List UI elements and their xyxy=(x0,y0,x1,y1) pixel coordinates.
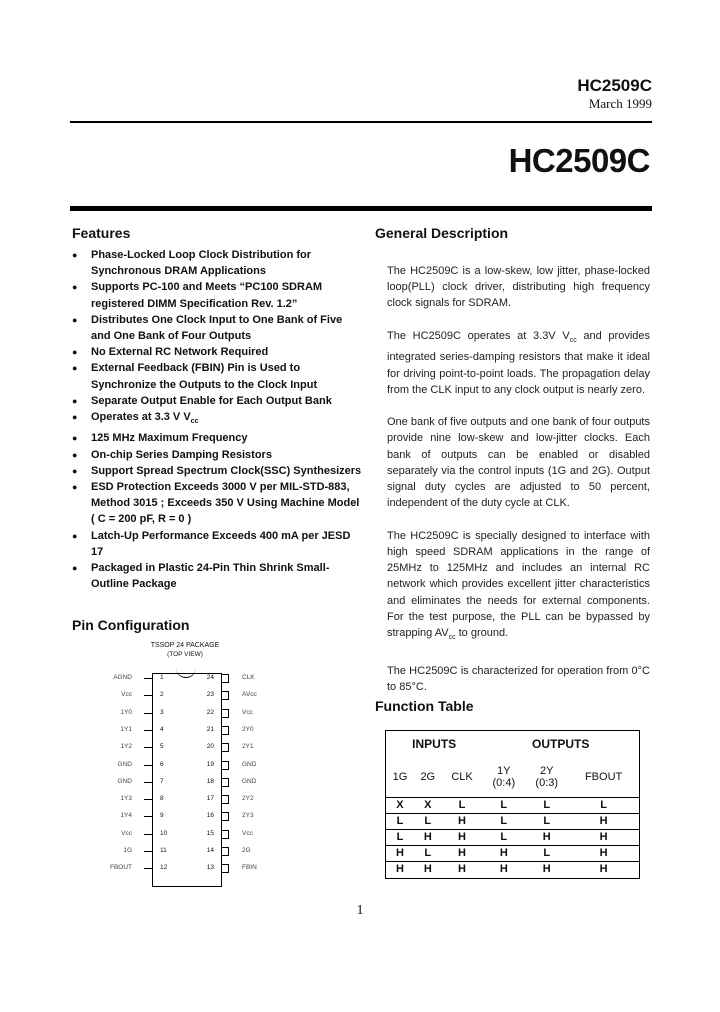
column-header xyxy=(442,757,483,797)
pin-number: 20 xyxy=(206,743,214,751)
table-row xyxy=(386,797,639,813)
package-label: TSSOP 24 PACKAGE xyxy=(150,642,220,649)
pin-name: 1Y0 xyxy=(120,708,132,716)
table-cell: H xyxy=(542,863,551,876)
feature-sub: cc xyxy=(190,418,199,426)
feature-text: Supports PC-100 and Meets “PC100 SDRAM registered DIMM Specification Rev. 1.2” xyxy=(91,281,323,310)
pin-number: 8 xyxy=(160,795,164,803)
table-cell: L xyxy=(482,813,525,829)
pin-name: GND xyxy=(117,777,132,785)
pin-name: AGND xyxy=(113,674,132,681)
column-label: 2G xyxy=(420,770,436,783)
general-para-1: The HC2509C is a low-skew, low jitter, phase-locked loop(PLL) clock driver, distributing high frequency clock signals for SDRAM. xyxy=(387,265,650,310)
pin-number: 2 xyxy=(160,691,164,699)
column-header xyxy=(414,757,442,797)
table-cell: L xyxy=(482,797,525,813)
pin-number: 23 xyxy=(206,691,214,699)
inputs-header: INPUTS xyxy=(412,737,457,751)
pin-config-heading: Pin Configuration xyxy=(72,617,190,633)
pin-number: 11 xyxy=(160,847,167,854)
pin-lead xyxy=(221,691,229,700)
page-number: 1 xyxy=(356,903,364,918)
feature-item xyxy=(72,279,362,311)
pin-lead xyxy=(221,761,229,770)
table-cell: H xyxy=(482,845,525,861)
function-table xyxy=(386,731,639,877)
pin-name: FBIN xyxy=(242,864,257,872)
table-cell: H xyxy=(442,813,483,829)
general-para-4 xyxy=(387,528,650,647)
feature-text: Latch-Up Performance Exceeds 400 mA per JESD 17 xyxy=(91,529,351,558)
feature-text: Support Spread Spectrum Clock(SSC) Synthesizers xyxy=(91,464,362,477)
feature-item xyxy=(72,360,362,392)
table-row xyxy=(386,845,639,861)
pin-lead xyxy=(144,747,152,748)
feature-item xyxy=(72,479,362,528)
features-heading: Features xyxy=(72,225,131,241)
pin-name: 2Y2 xyxy=(242,795,254,803)
general-para-2 xyxy=(387,328,650,398)
column-sub-label: (0:3) xyxy=(535,776,559,789)
table-cell: H xyxy=(568,829,639,845)
general-heading: General Description xyxy=(375,225,509,241)
pin-name: GND xyxy=(242,777,257,785)
table-cell: L xyxy=(568,797,639,813)
table-row xyxy=(386,861,639,877)
pin-lead xyxy=(221,778,229,787)
features-list xyxy=(72,247,362,592)
column-header xyxy=(482,757,525,797)
general-para-4b: to ground. xyxy=(455,626,509,639)
column-label: FBOUT xyxy=(584,770,623,783)
table-cell: L xyxy=(482,829,525,845)
pin-lead xyxy=(144,730,152,731)
pin-lead xyxy=(221,726,229,735)
feature-item xyxy=(72,463,362,479)
table-cell: H xyxy=(442,845,483,861)
pin-number: 15 xyxy=(206,829,214,837)
header-rule xyxy=(70,121,652,123)
pin-lead xyxy=(144,765,152,766)
pin-name: 1Y4 xyxy=(120,812,132,820)
feature-item xyxy=(72,447,362,463)
feature-item xyxy=(72,247,362,279)
pin-lead xyxy=(221,830,229,839)
pin-name: 2G xyxy=(242,847,251,854)
pin-name: GND xyxy=(242,760,257,768)
pin-number: 22 xyxy=(206,708,214,716)
pin-number: 4 xyxy=(160,725,164,733)
table-cell: H xyxy=(386,845,414,861)
table-cell: L xyxy=(414,845,442,861)
pin-number: 14 xyxy=(206,847,214,854)
feature-text: Separate Output Enable for Each Output Bank xyxy=(91,394,332,407)
table-cell: H xyxy=(525,829,568,845)
pin-number: 16 xyxy=(206,812,214,820)
pin-number: 17 xyxy=(206,795,214,803)
pin-lead xyxy=(144,799,152,800)
table-cell: L xyxy=(386,813,414,829)
table-cell: H xyxy=(423,863,432,876)
pin-number: 21 xyxy=(206,725,214,733)
general-para-5: The HC2509C is characterized for operation from 0°C to 85°C. xyxy=(387,664,650,693)
feature-item xyxy=(72,344,362,360)
pin-name: 2Y3 xyxy=(242,812,254,820)
pin-number: 13 xyxy=(206,864,214,872)
table-cell: X xyxy=(386,797,414,813)
feature-text: On-chip Series Damping Resistors xyxy=(91,448,272,461)
table-cell: H xyxy=(568,845,639,861)
pin-lead xyxy=(221,847,229,856)
pin-lead xyxy=(221,864,229,873)
feature-item xyxy=(72,528,362,560)
title-rule xyxy=(70,206,652,211)
column-label: 1G xyxy=(392,770,408,783)
pin-number: 9 xyxy=(160,812,164,820)
pin-lead xyxy=(221,709,229,718)
feature-item xyxy=(72,312,362,344)
pin-name: 2Y1 xyxy=(242,743,254,751)
pin-number: 7 xyxy=(160,777,164,785)
pin-number: 6 xyxy=(160,760,164,768)
pin-number: 1 xyxy=(160,674,164,681)
function-table-heading: Function Table xyxy=(375,698,474,714)
pin-name: GND xyxy=(117,760,132,768)
feature-text: No External RC Network Required xyxy=(91,346,269,359)
general-para-2b: and provides integrated series-damping resistors that make it ideal for driving point-to-point loads. The propagation delay from the CLK input to any clock output is nearly zero. xyxy=(387,329,651,396)
pin-lead xyxy=(144,782,152,783)
table-cell: X xyxy=(414,797,442,813)
pin-lead xyxy=(144,816,152,817)
pin-name: 1Y3 xyxy=(120,795,132,803)
view-label: (TOP VIEW) xyxy=(167,651,203,658)
pin-name: Vcc xyxy=(242,708,253,716)
table-row xyxy=(386,829,639,845)
feature-item xyxy=(72,393,362,409)
table-cell: L xyxy=(525,813,568,829)
table-row xyxy=(386,813,639,829)
column-header xyxy=(568,757,639,797)
feature-text: Distributes One Clock Input to One Bank of Five and One Bank of Four Outputs xyxy=(91,313,343,343)
pin-number: 3 xyxy=(160,708,164,716)
column-label: 1Y xyxy=(497,764,511,777)
table-cell: H xyxy=(499,863,508,876)
feature-text: ESD Protection Exceeds 3000 V per MIL-STD-883, Method 3015 ; Exceeds 350 V Using Machine Model ( C = 200 pF, R = 0 ) xyxy=(91,481,360,526)
feature-item xyxy=(72,430,362,446)
vcc-sub: cc xyxy=(569,337,577,345)
feature-text: Operates at 3.3 V V xyxy=(91,411,191,424)
feature-text: Phase-Locked Loop Clock Distribution for Synchronous DRAM Applications xyxy=(91,249,312,278)
general-para-2a: The HC2509C operates at 3.3V V xyxy=(387,329,570,342)
pin-lead xyxy=(221,743,229,752)
table-cell: L xyxy=(442,797,483,813)
table-cell: L xyxy=(525,797,568,813)
pin-number: 18 xyxy=(206,777,214,785)
column-header xyxy=(386,757,414,797)
pin-name: Vcc xyxy=(121,829,132,837)
outputs-header: OUTPUTS xyxy=(531,737,590,751)
table-cell: L xyxy=(525,845,568,861)
feature-text: 125 MHz Maximum Frequency xyxy=(91,432,248,445)
general-description xyxy=(387,263,650,711)
page-title: HC2509C xyxy=(508,142,650,179)
pin-name: 1G xyxy=(123,847,132,854)
pin-name: Vcc xyxy=(242,829,253,837)
avcc-sub: cc xyxy=(448,634,456,642)
pin-name: AVcc xyxy=(242,691,257,699)
pin-number: 24 xyxy=(206,674,214,681)
table-cell: L xyxy=(414,813,442,829)
table-cell: H xyxy=(414,829,442,845)
pin-name: 1Y1 xyxy=(120,725,132,733)
feature-item xyxy=(72,560,362,592)
header-date: March 1999 xyxy=(588,96,652,111)
pin-number: 19 xyxy=(206,760,214,768)
general-para-3: One bank of five outputs and one bank of four outputs provide nine low-skew and low-jitter clocks. Each bank of outputs can be enabled or disabled separately via the control inputs (1G and 2G). Output signal duty cycles are adjusted to 50 percent, independent of the duty cycle at CLK. xyxy=(387,416,650,510)
pin-lead xyxy=(144,695,152,696)
table-cell: H xyxy=(458,863,466,876)
pin-number: 10 xyxy=(160,829,168,837)
feature-item xyxy=(72,409,362,430)
pin-lead xyxy=(144,868,152,869)
pin-name: FBOUT xyxy=(109,864,132,872)
pin-lead xyxy=(221,795,229,804)
pin-lead xyxy=(144,851,152,852)
pin-name: CLK xyxy=(242,674,255,681)
table-cell: L xyxy=(386,829,414,845)
pin-lead xyxy=(221,674,229,683)
column-sub-label: (0:4) xyxy=(492,776,516,789)
table-cell: H xyxy=(395,863,404,876)
column-label: 2Y xyxy=(540,764,554,777)
pin-name: Vcc xyxy=(121,691,132,699)
column-header xyxy=(525,757,568,797)
pin-lead xyxy=(144,678,152,679)
pin-name: 2Y0 xyxy=(242,725,254,733)
header-part-code: HC2509C xyxy=(577,76,652,95)
feature-text: Packaged in Plastic 24-Pin Thin Shrink Small-Outline Package xyxy=(91,562,330,591)
pin-lead xyxy=(221,812,229,821)
table-cell: H xyxy=(568,813,639,829)
table-cell: H xyxy=(599,863,608,876)
pin-name: 1Y2 xyxy=(120,743,132,751)
pin-lead xyxy=(144,834,152,835)
pin-number: 12 xyxy=(160,864,168,872)
table-cell: H xyxy=(442,829,483,845)
column-label: CLK xyxy=(451,770,473,783)
pin-number: 5 xyxy=(160,743,164,751)
pin-lead xyxy=(144,713,152,714)
general-para-4a: The HC2509C is specially designed to interface with high speed SDRAM applications in the range of 25MHz to 125MHz and includes an internal RC network which provides excellent jitter characteristics and eliminates the needs for external components. For the test purpose, the PLL can be bypassed by strapping AV xyxy=(387,529,650,639)
feature-text: External Feedback (FBIN) Pin is Used to Synchronize the Outputs to the Clock Input xyxy=(91,362,318,391)
